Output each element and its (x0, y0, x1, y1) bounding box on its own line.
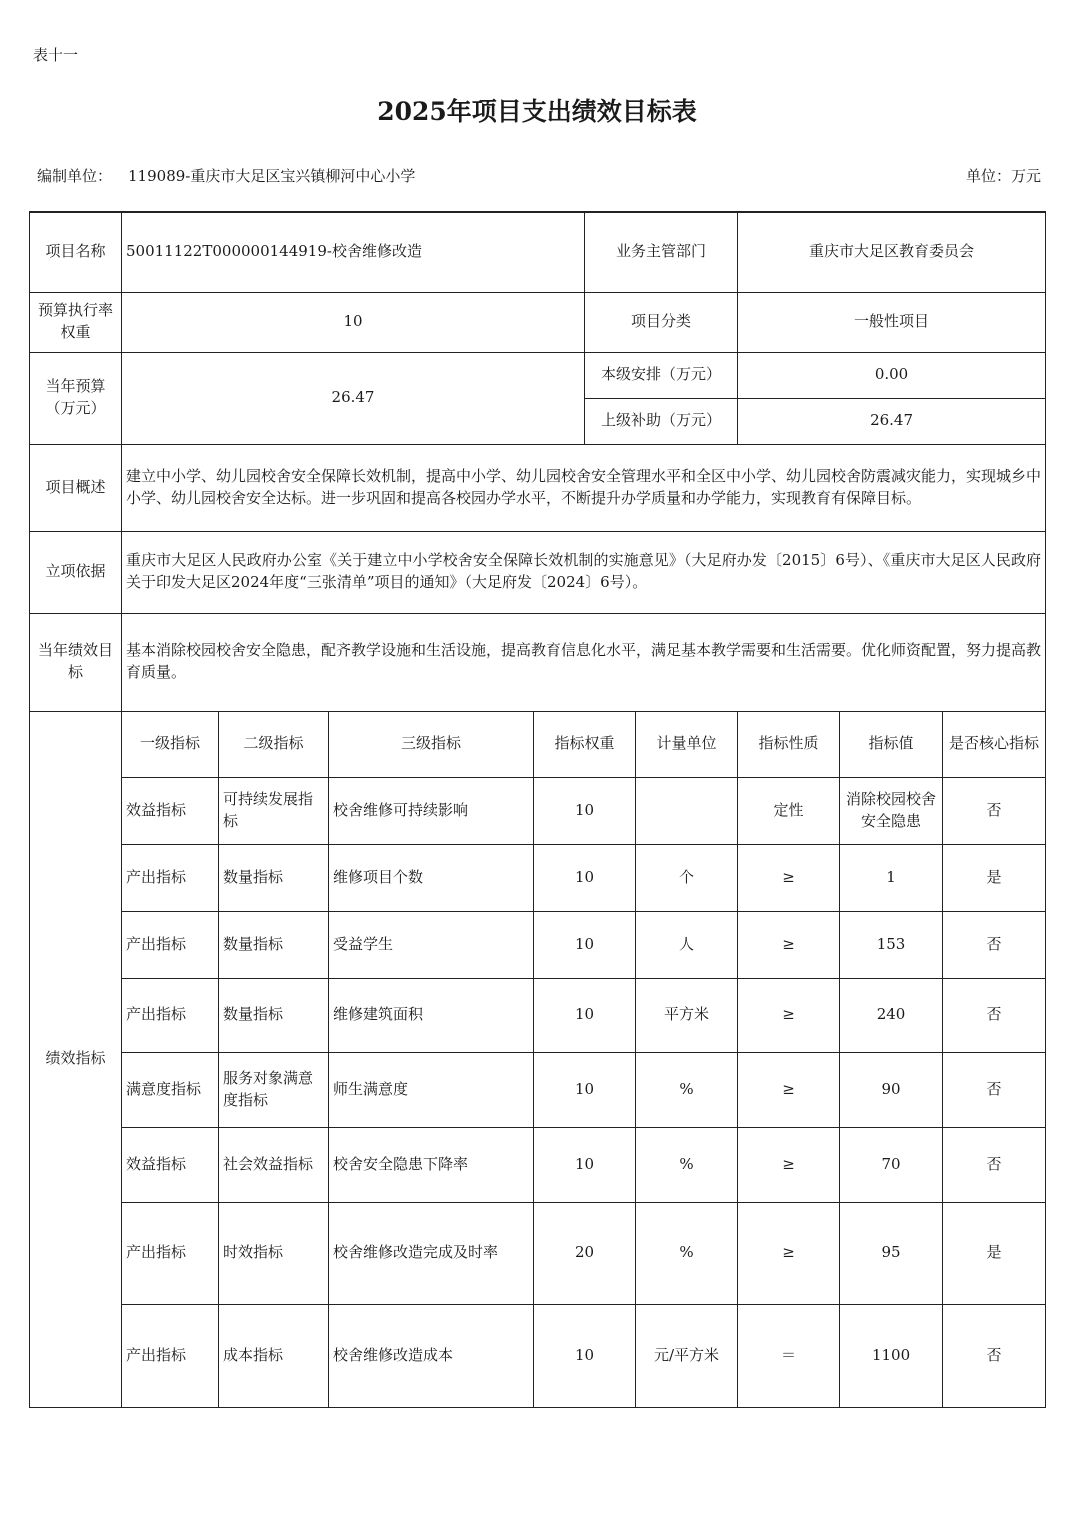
indicator-level3: 受益学生 (329, 911, 534, 978)
indicator-unit: 平方米 (636, 978, 738, 1052)
indicator-unit: 元/平方米 (636, 1304, 738, 1407)
indicator-level2: 成本指标 (219, 1304, 329, 1407)
indicator-nature: ＝ (738, 1304, 840, 1407)
indicator-header-row (30, 711, 1046, 777)
exec-weight-row (30, 292, 1046, 352)
indicator-weight: 10 (534, 844, 636, 911)
indicator-nature: ≥ (738, 911, 840, 978)
indicator-nature: ≥ (738, 1127, 840, 1202)
header-value: 指标值 (840, 711, 943, 777)
indicator-weight: 10 (534, 1052, 636, 1127)
indicator-nature: ≥ (738, 978, 840, 1052)
indicator-core: 是 (943, 844, 1046, 911)
performance-table (29, 211, 1046, 1408)
page-title: 2025年项目支出绩效目标表 (377, 97, 697, 126)
indicator-value: 消除校园校舍安全隐患 (840, 777, 943, 844)
table-number-label: 表十一 (33, 46, 79, 64)
local-funding-value: 0.00 (738, 352, 1046, 398)
category-label: 项目分类 (585, 292, 738, 352)
indicator-core: 否 (943, 777, 1046, 844)
indicator-nature: ≥ (738, 1052, 840, 1127)
indicator-weight: 10 (534, 777, 636, 844)
goal-label: 当年绩效目标 (30, 613, 122, 711)
project-name-value: 50011122T000000144919-校舍维修改造 (122, 212, 585, 292)
project-name-row (30, 212, 1046, 292)
indicator-level1: 满意度指标 (122, 1052, 219, 1127)
indicator-weight: 20 (534, 1202, 636, 1304)
goal-row (30, 613, 1046, 711)
indicator-level3: 校舍维修可持续影响 (329, 777, 534, 844)
overview-row (30, 444, 1046, 531)
indicator-level1: 效益指标 (122, 1127, 219, 1202)
indicator-nature: ≥ (738, 1202, 840, 1304)
header-level3: 三级指标 (329, 711, 534, 777)
indicator-level3: 维修建筑面积 (329, 978, 534, 1052)
indicator-level1: 效益指标 (122, 777, 219, 844)
indicator-value: 240 (840, 978, 943, 1052)
indicator-level1: 产出指标 (122, 844, 219, 911)
indicator-weight: 10 (534, 1127, 636, 1202)
indicator-row (30, 844, 1046, 911)
indicator-unit: 人 (636, 911, 738, 978)
indicator-row (30, 1202, 1046, 1304)
indicator-value: 70 (840, 1127, 943, 1202)
project-name-label: 项目名称 (30, 212, 122, 292)
indicator-row (30, 777, 1046, 844)
goal-value: 基本消除校园校舍安全隐患，配齐教学设施和生活设施，提高教育信息化水平，满足基本教学需要和生活需要。优化师资配置，努力提高教育质量。 (122, 613, 1046, 711)
indicator-level2: 服务对象满意度指标 (219, 1052, 329, 1127)
dept-label: 业务主管部门 (585, 212, 738, 292)
indicator-nature: 定性 (738, 777, 840, 844)
indicator-row (30, 978, 1046, 1052)
org-value: 119089-重庆市大足区宝兴镇柳河中心小学 (128, 167, 416, 185)
indicator-level1: 产出指标 (122, 1202, 219, 1304)
header-nature: 指标性质 (738, 711, 840, 777)
indicator-core: 否 (943, 1304, 1046, 1407)
indicator-value: 90 (840, 1052, 943, 1127)
indicator-level3: 维修项目个数 (329, 844, 534, 911)
dept-value: 重庆市大足区教育委员会 (738, 212, 1046, 292)
indicator-value: 153 (840, 911, 943, 978)
org-label: 编制单位： (37, 167, 113, 185)
indicator-level3: 校舍安全隐患下降率 (329, 1127, 534, 1202)
basis-row (30, 531, 1046, 613)
indicator-level1: 产出指标 (122, 978, 219, 1052)
header-unit: 计量单位 (636, 711, 738, 777)
indicator-value: 95 (840, 1202, 943, 1304)
indicator-unit: % (636, 1202, 738, 1304)
local-funding-label: 本级安排（万元） (585, 352, 738, 398)
indicator-core: 是 (943, 1202, 1046, 1304)
indicator-core: 否 (943, 1127, 1046, 1202)
indicator-weight: 10 (534, 1304, 636, 1407)
indicators-section-label: 绩效指标 (30, 711, 122, 1407)
indicator-level2: 可持续发展指标 (219, 777, 329, 844)
header-level1: 一级指标 (122, 711, 219, 777)
indicator-core: 否 (943, 978, 1046, 1052)
header-core: 是否核心指标 (943, 711, 1046, 777)
indicator-nature: ≥ (738, 844, 840, 911)
indicator-row (30, 1304, 1046, 1407)
exec-weight-value: 10 (122, 292, 585, 352)
upper-funding-label: 上级补助（万元） (585, 398, 738, 444)
indicator-level2: 数量指标 (219, 844, 329, 911)
indicator-level1: 产出指标 (122, 911, 219, 978)
indicator-weight: 10 (534, 911, 636, 978)
indicator-unit (636, 777, 738, 844)
indicator-level2: 数量指标 (219, 911, 329, 978)
upper-funding-value: 26.47 (738, 398, 1046, 444)
unit-label: 单位：万元 (965, 167, 1041, 185)
budget-value: 26.47 (122, 352, 585, 444)
budget-row (30, 352, 1046, 398)
header-weight: 指标权重 (534, 711, 636, 777)
indicator-unit: 个 (636, 844, 738, 911)
indicator-row (30, 1127, 1046, 1202)
overview-value: 建立中小学、幼儿园校舍安全保障长效机制，提高中小学、幼儿园校舍安全管理水平和全区中小学、幼儿园校舍防震减灾能力，实现城乡中小学、幼儿园校舍安全达标。进一步巩固和提高各校园办学水平，不断提升办学质量和办学能力，实现教育有保障目标。 (122, 444, 1046, 531)
header-level2: 二级指标 (219, 711, 329, 777)
indicator-level3: 师生满意度 (329, 1052, 534, 1127)
indicator-weight: 10 (534, 978, 636, 1052)
exec-weight-label: 预算执行率权重 (30, 292, 122, 352)
indicator-level2: 社会效益指标 (219, 1127, 329, 1202)
category-value: 一般性项目 (738, 292, 1046, 352)
indicator-row (30, 911, 1046, 978)
indicator-level3: 校舍维修改造成本 (329, 1304, 534, 1407)
indicator-unit: % (636, 1052, 738, 1127)
indicator-row (30, 1052, 1046, 1127)
indicator-level2: 数量指标 (219, 978, 329, 1052)
indicator-value: 1 (840, 844, 943, 911)
basis-label: 立项依据 (30, 531, 122, 613)
indicator-unit: % (636, 1127, 738, 1202)
basis-value: 重庆市大足区人民政府办公室《关于建立中小学校舍安全保障长效机制的实施意见》（大足府办发〔2015〕6号）、《重庆市大足区人民政府关于印发大足区2024年度“三张清单”项目的通知》（大足府发〔2024〕6号）。 (122, 531, 1046, 613)
indicator-level3: 校舍维修改造完成及时率 (329, 1202, 534, 1304)
overview-label: 项目概述 (30, 444, 122, 531)
indicator-core: 否 (943, 911, 1046, 978)
indicator-level1: 产出指标 (122, 1304, 219, 1407)
indicator-core: 否 (943, 1052, 1046, 1127)
indicator-value: 1100 (840, 1304, 943, 1407)
org-line (37, 165, 415, 186)
indicator-level2: 时效指标 (219, 1202, 329, 1304)
budget-label: 当年预算（万元） (30, 352, 122, 444)
